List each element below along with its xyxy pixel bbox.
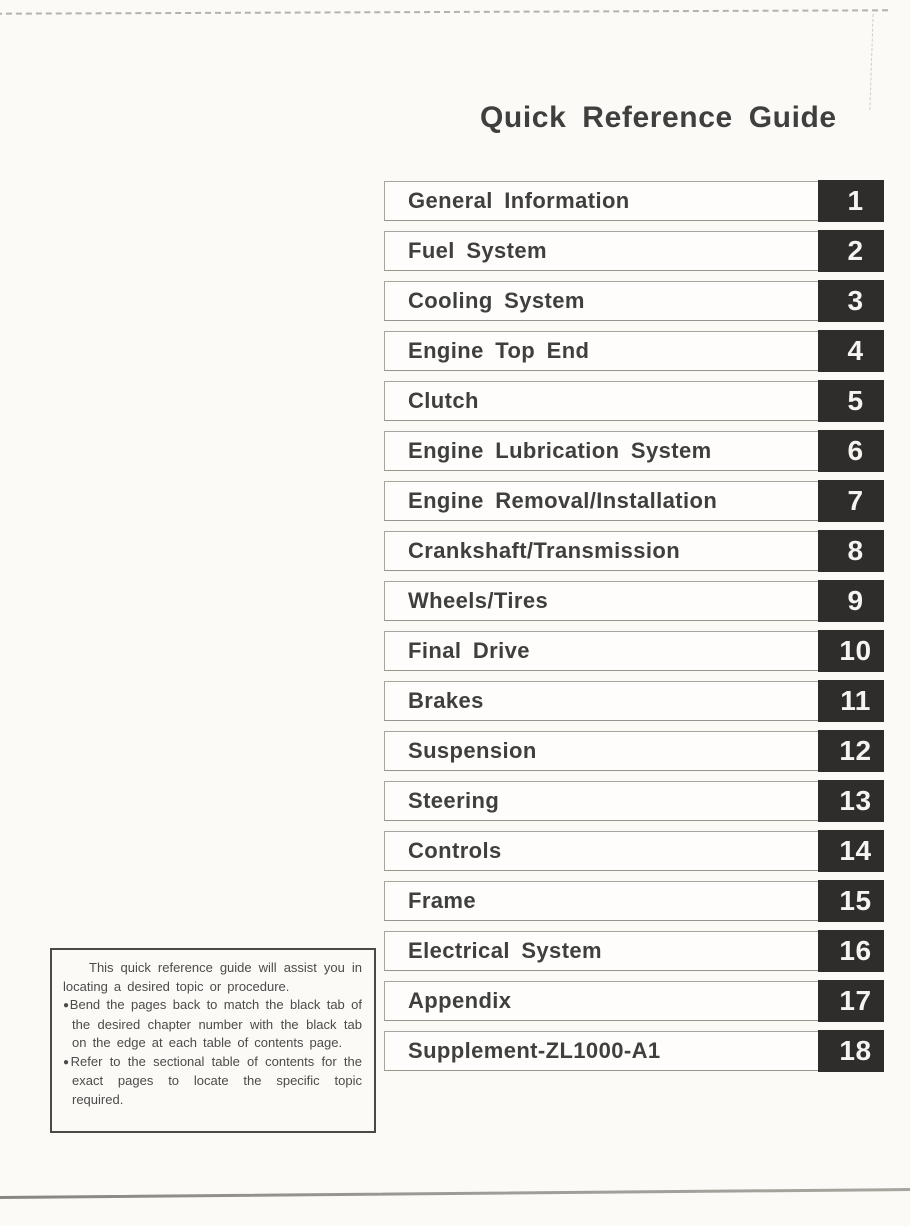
usage-note-box <box>50 948 376 1133</box>
chapter-tab <box>818 630 884 672</box>
chapter-row <box>384 181 864 221</box>
chapter-tab-number: 3 <box>847 285 864 316</box>
chapter-tab-number: 15 <box>839 885 872 916</box>
chapter-tab-number: 6 <box>847 435 864 466</box>
chapter-tab <box>818 780 884 822</box>
chapter-label: Suspension <box>408 738 537 763</box>
chapter-row <box>384 781 872 821</box>
chapter-label: Engine Removal/Installation <box>408 488 718 513</box>
chapter-bar <box>384 581 822 621</box>
chapter-bar <box>384 1031 822 1071</box>
note-bullet-1-text: Bend the pages back to match the black tab of the desired chapter number with the black tab on the edge at each table of contents page. <box>69 997 362 1050</box>
chapter-row <box>384 731 872 771</box>
chapter-tab-number: 12 <box>839 735 872 766</box>
chapter-bar <box>384 781 822 821</box>
chapter-tab <box>818 480 884 522</box>
scan-artifact-top-edge <box>0 9 888 14</box>
chapter-row <box>384 531 864 571</box>
chapter-tab-number: 9 <box>847 585 864 616</box>
chapter-row <box>384 431 864 471</box>
chapter-bar <box>384 431 822 471</box>
chapter-bar <box>384 631 822 671</box>
chapter-tab <box>818 930 884 972</box>
note-bullet-2-text: Refer to the sectional table of contents for the exact pages to locate the specific topic required. <box>70 1053 362 1107</box>
chapter-bar <box>384 931 822 971</box>
chapter-bar <box>384 481 822 521</box>
chapter-tab <box>818 380 884 422</box>
chapter-row <box>384 931 872 971</box>
chapter-tab-number: 17 <box>839 985 872 1016</box>
chapter-label: Brakes <box>408 688 484 713</box>
chapter-tab-number: 8 <box>847 535 864 566</box>
chapter-label: General Information <box>408 188 630 213</box>
chapter-tab-number: 14 <box>839 835 872 866</box>
chapter-label: Steering <box>408 788 500 813</box>
chapter-row <box>384 981 872 1021</box>
chapter-tab-number: 10 <box>839 635 872 666</box>
chapter-label: Engine Top End <box>408 338 590 363</box>
chapter-label: Appendix <box>408 988 512 1013</box>
chapter-bar <box>384 231 822 271</box>
chapter-label: Cooling System <box>408 288 585 313</box>
chapter-bar <box>384 831 822 871</box>
chapter-label: Frame <box>408 888 477 913</box>
chapter-bar <box>384 281 822 321</box>
chapter-row <box>384 581 864 621</box>
chapter-label: Wheels/Tires <box>408 588 549 613</box>
note-bullet-2 <box>63 1053 362 1110</box>
scan-artifact-bottom-edge <box>0 1188 910 1199</box>
chapter-row <box>384 681 871 721</box>
chapter-row <box>384 831 872 871</box>
chapter-tab-number: 11 <box>840 685 871 716</box>
chapter-label: Clutch <box>408 388 479 413</box>
chapter-bar <box>384 181 822 221</box>
chapter-tab <box>818 280 884 322</box>
chapter-bar <box>384 331 822 371</box>
chapter-label: Supplement-ZL1000-A1 <box>408 1038 661 1063</box>
chapter-tab-number: 1 <box>847 185 864 216</box>
chapter-bar <box>384 881 822 921</box>
chapter-row <box>384 1031 872 1071</box>
chapter-bar <box>384 731 822 771</box>
chapter-list <box>384 181 894 1081</box>
chapter-tab <box>818 430 884 472</box>
chapter-label: Electrical System <box>408 938 603 963</box>
chapter-row <box>384 631 872 671</box>
chapter-row <box>384 381 864 421</box>
chapter-tab <box>818 230 884 272</box>
chapter-tab-number: 16 <box>839 935 872 966</box>
chapter-row <box>384 331 864 371</box>
chapter-tab-number: 4 <box>847 335 864 366</box>
bullet-icon: ● <box>63 1000 70 1011</box>
chapter-tab <box>818 580 884 622</box>
chapter-label: Controls <box>408 838 502 863</box>
chapter-tab <box>818 880 884 922</box>
chapter-tab <box>818 730 884 772</box>
chapter-tab-number: 5 <box>847 385 864 416</box>
chapter-tab-number: 7 <box>847 485 864 516</box>
chapter-tab-number: 18 <box>839 1035 872 1066</box>
chapter-tab <box>818 830 884 872</box>
chapter-row <box>384 231 864 271</box>
chapter-tab <box>818 680 884 722</box>
note-bullet-1 <box>63 996 362 1053</box>
chapter-label: Final Drive <box>408 638 530 663</box>
chapter-label: Crankshaft/Transmission <box>408 538 681 563</box>
page-title: Quick Reference Guide <box>480 101 837 134</box>
chapter-row <box>384 281 864 321</box>
chapter-row <box>384 481 864 521</box>
note-intro: This quick reference guide will assist you in locating a desired topic or procedure. <box>63 960 362 994</box>
chapter-tab <box>818 330 884 372</box>
chapter-label: Engine Lubrication System <box>408 438 712 463</box>
chapter-row <box>384 881 872 921</box>
chapter-bar <box>384 381 822 421</box>
chapter-tab-number: 13 <box>839 785 872 816</box>
chapter-tab-number: 2 <box>847 235 864 266</box>
chapter-tab <box>818 1030 884 1072</box>
chapter-tab <box>818 530 884 572</box>
chapter-bar <box>384 681 822 721</box>
chapter-bar <box>384 531 822 571</box>
chapter-label: Fuel System <box>408 238 548 263</box>
bullet-icon: ● <box>63 1056 71 1068</box>
scan-artifact-corner-mark <box>869 14 873 110</box>
chapter-bar <box>384 981 822 1021</box>
chapter-tab <box>818 180 884 222</box>
chapter-tab <box>818 980 884 1022</box>
